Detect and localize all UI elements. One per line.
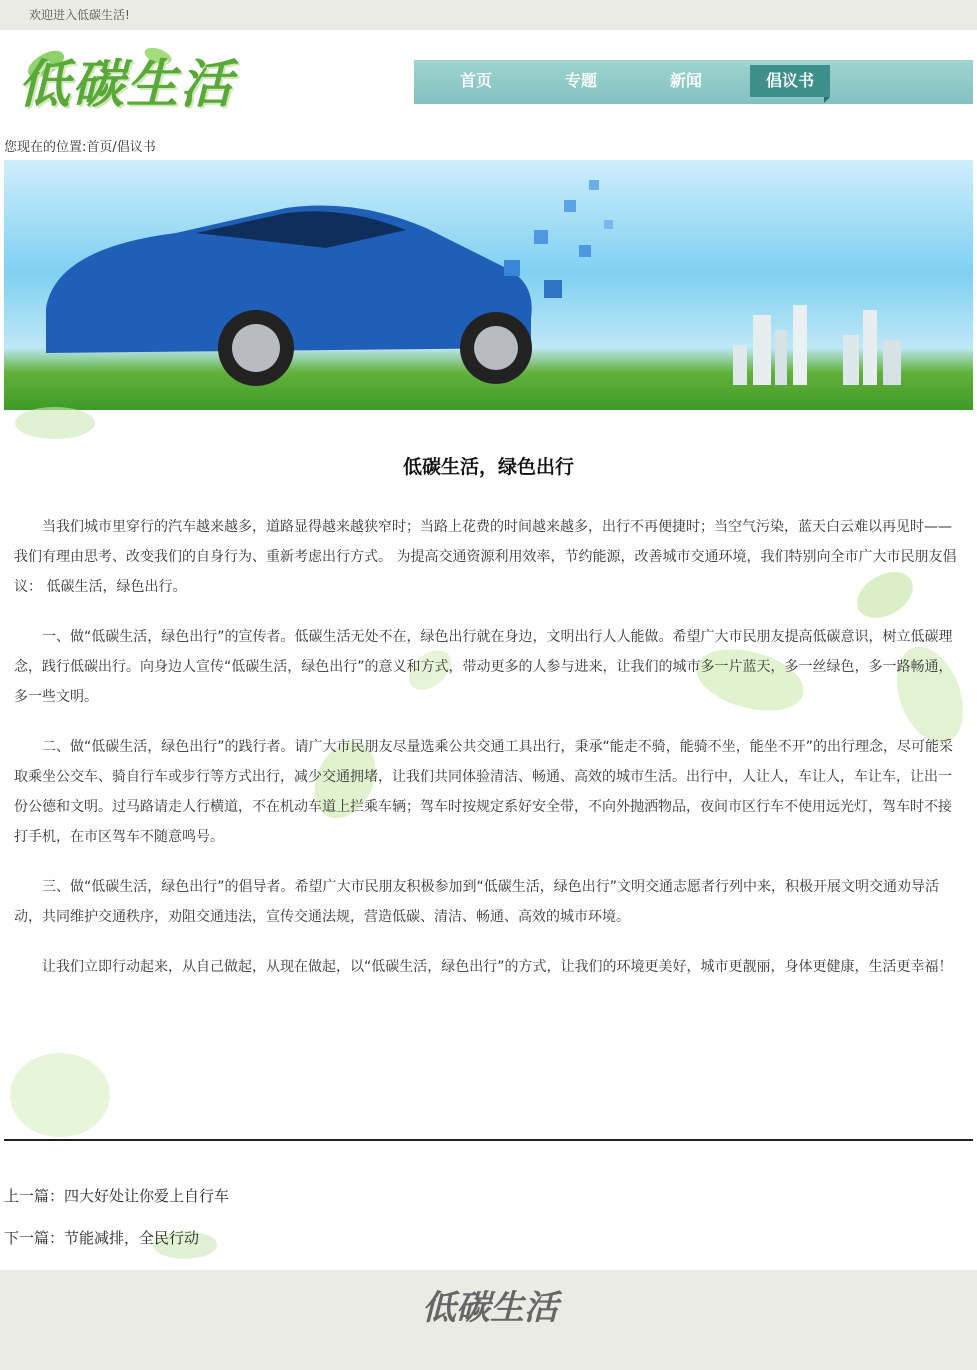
prev-article-link[interactable]: 上一篇：四大好处让你爱上自行车 [4,1187,230,1205]
blue-car-image [26,188,546,388]
footer [0,1270,977,1370]
nav-item-news[interactable]: 新闻 [669,71,702,90]
article-title: 低碳生活，绿色出行 [402,456,574,478]
pixel-cubes-image [484,170,634,350]
breadcrumb: 您现在的位置:首页/倡议书 [4,140,156,155]
nav-item-home[interactable]: 首页 [459,71,492,90]
next-article-link[interactable]: 下一篇：节能减排，全民行动 [4,1229,200,1247]
logo-text: 低碳生活 [18,54,235,115]
main-nav [414,60,973,104]
article-body [14,512,964,1002]
article-paragraph: 让我们立即行动起来，从自己做起，从现在做起，以“低碳生活，绿色出行”的方式，让我们的环境更美好，城市更靓丽，身体更健康，生活更幸福！ [42,959,953,975]
top-bar [0,0,977,30]
banner-image [4,160,973,410]
leaf-icon [5,1040,115,1150]
site-logo[interactable] [8,34,240,130]
article-paragraph: 当我们城市里穿行的汽车越来越多，道路显得越来越狭窄时；当路上花费的时间越来越多，出行不再便捷时；当空气污染，蓝天白云难以再见时——我们有理由思考、改变我们的自身行为、重新考虑出行方式。 为提高交通资源利用效率，节约能源，改善城市交通环境，我们特别向全市广大市民朋友倡议： 低碳生活，绿色出行。 [14,519,957,595]
article-paragraph: 二、做“低碳生活，绿色出行”的践行者。请广大市民朋友尽量选乘公共交通工具出行，秉承“能走不骑，能骑不坐，能坐不开”的出行理念，尽可能采取乘坐公交车、骑自行车或步行等方式出行，减少交通拥堵，让我们共同体验清洁、畅通、高效的城市生活。出行中，人让人，车让人，车让车，让出一份公德和文明。过马路请走人行横道，不在机动车道上拦乘车辆；驾车时按规定系好安全带，不向外抛洒物品，夜间市区行车不使用远光灯，驾车时不接打手机，在市区驾车不随意鸣号。 [14,739,954,845]
footer-logo: 低碳生活 [422,1288,558,1328]
leaf-icon [10,405,100,445]
divider [4,1139,973,1141]
nav-item-proposal[interactable]: 倡议书 [750,65,830,97]
article-paragraph: 一、做“低碳生活，绿色出行”的宣传者。低碳生活无处不在，绿色出行就在身边，文明出行人人能做。希望广大市民朋友提高低碳意识，树立低碳理念，践行低碳出行。向身边人宣传“低碳生活，绿色出行”的意义和方式，带动更多的人参与进来，让我们的城市多一片蓝天，多一丝绿色，多一路畅通，多一些文明。 [14,629,953,705]
city-skyline-image [723,305,913,385]
article-paragraph: 三、做“低碳生活，绿色出行”的倡导者。希望广大市民朋友积极参加到“低碳生活，绿色出行”文明交通志愿者行列中来，积极开展文明交通劝导活动，共同维护交通秩序，劝阻交通违法，宣传交通法规，营造低碳、清洁、畅通、高效的城市环境。 [14,879,940,925]
welcome-text: 欢迎进入低碳生活! [29,8,130,22]
nav-item-topics[interactable]: 专题 [564,71,597,90]
